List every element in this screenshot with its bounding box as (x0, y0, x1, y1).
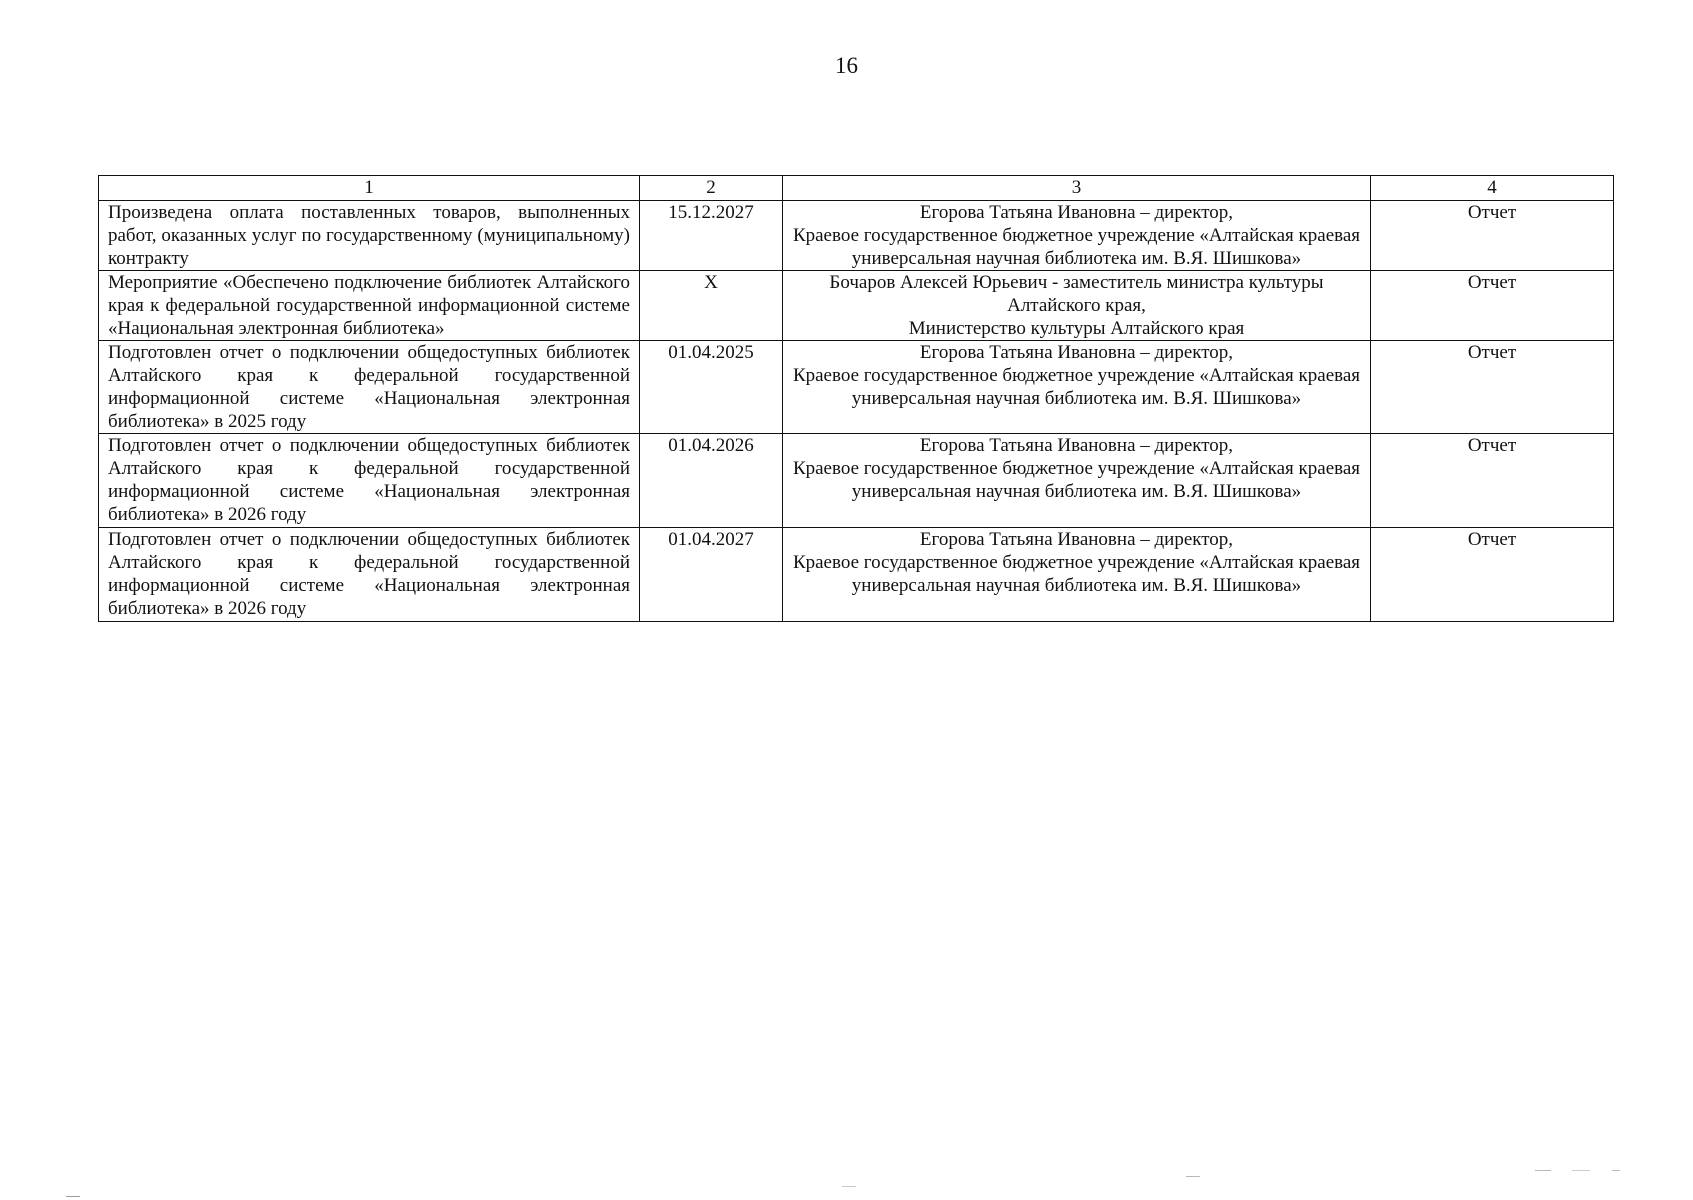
responsible-cell (783, 341, 1371, 434)
scan-artifact (1535, 1170, 1551, 1171)
table-row (99, 271, 1614, 341)
table-row (99, 201, 1614, 271)
date-cell: 01.04.2025 (640, 341, 783, 434)
responsible-text: Бочаров Алексей Юрьевич - заместитель министра культуры Алтайского края, Министерство культуры Алтайского края (829, 272, 1324, 339)
column-header-4: 4 (1371, 176, 1614, 201)
document-cell: Отчет (1371, 271, 1614, 341)
table-row (99, 341, 1614, 434)
date-cell: 15.12.2027 (640, 201, 783, 271)
column-header-2: 2 (640, 176, 783, 201)
event-table (98, 175, 1614, 622)
responsible-text: Егорова Татьяна Ивановна – директор, Краевое государственное бюджетное учреждение «Алтайская краевая универсальная научная библиотека им. В.Я. Шишкова» (792, 202, 1361, 269)
responsible-cell (783, 528, 1371, 622)
table-row (99, 434, 1614, 528)
event-cell: Подготовлен отчет о подключении общедоступных библиотек Алтайского края к федеральной государственной информационной системе «Национальная электронная библиотека» в 2026 году (99, 528, 640, 622)
scan-artifact (1612, 1170, 1620, 1171)
document-cell: Отчет (1371, 528, 1614, 622)
responsible-text: Егорова Татьяна Ивановна – директор, Краевое государственное бюджетное учреждение «Алтайская краевая универсальная научная библиотека им. В.Я. Шишкова» (792, 529, 1361, 596)
event-cell: Подготовлен отчет о подключении общедоступных библиотек Алтайского края к федеральной государственной информационной системе «Национальная электронная библиотека» в 2025 году (99, 341, 640, 434)
document-cell: Отчет (1371, 434, 1614, 528)
column-header-3: 3 (783, 176, 1371, 201)
document-cell: Отчет (1371, 201, 1614, 271)
responsible-text: Егорова Татьяна Ивановна – директор, Краевое государственное бюджетное учреждение «Алтайская краевая универсальная научная библиотека им. В.Я. Шишкова» (792, 435, 1361, 502)
responsible-cell (783, 434, 1371, 528)
scan-artifact (1572, 1170, 1590, 1171)
table-row (99, 528, 1614, 622)
scan-artifact (842, 1186, 856, 1187)
responsible-text: Егорова Татьяна Ивановна – директор, Краевое государственное бюджетное учреждение «Алтайская краевая универсальная научная библиотека им. В.Я. Шишкова» (792, 342, 1361, 409)
event-cell: Произведена оплата поставленных товаров, выполненных работ, оказанных услуг по государственному (муниципальному) контракту (99, 201, 640, 271)
responsible-cell (783, 271, 1371, 341)
scan-artifact (66, 1196, 80, 1197)
page-number: 16 (835, 53, 858, 78)
document-cell: Отчет (1371, 341, 1614, 434)
responsible-cell (783, 201, 1371, 271)
date-cell: 01.04.2027 (640, 528, 783, 622)
event-cell: Подготовлен отчет о подключении общедоступных библиотек Алтайского края к федеральной государственной информационной системе «Национальная электронная библиотека» в 2026 году (99, 434, 640, 528)
scan-artifact (1186, 1176, 1200, 1177)
event-cell: Мероприятие «Обеспечено подключение библиотек Алтайского края к федеральной государственной информационной системе «Национальная электронная библиотека» (99, 271, 640, 341)
table-header-row (99, 176, 1614, 201)
column-header-1: 1 (99, 176, 640, 201)
date-cell: 01.04.2026 (640, 434, 783, 528)
date-cell: X (640, 271, 783, 341)
